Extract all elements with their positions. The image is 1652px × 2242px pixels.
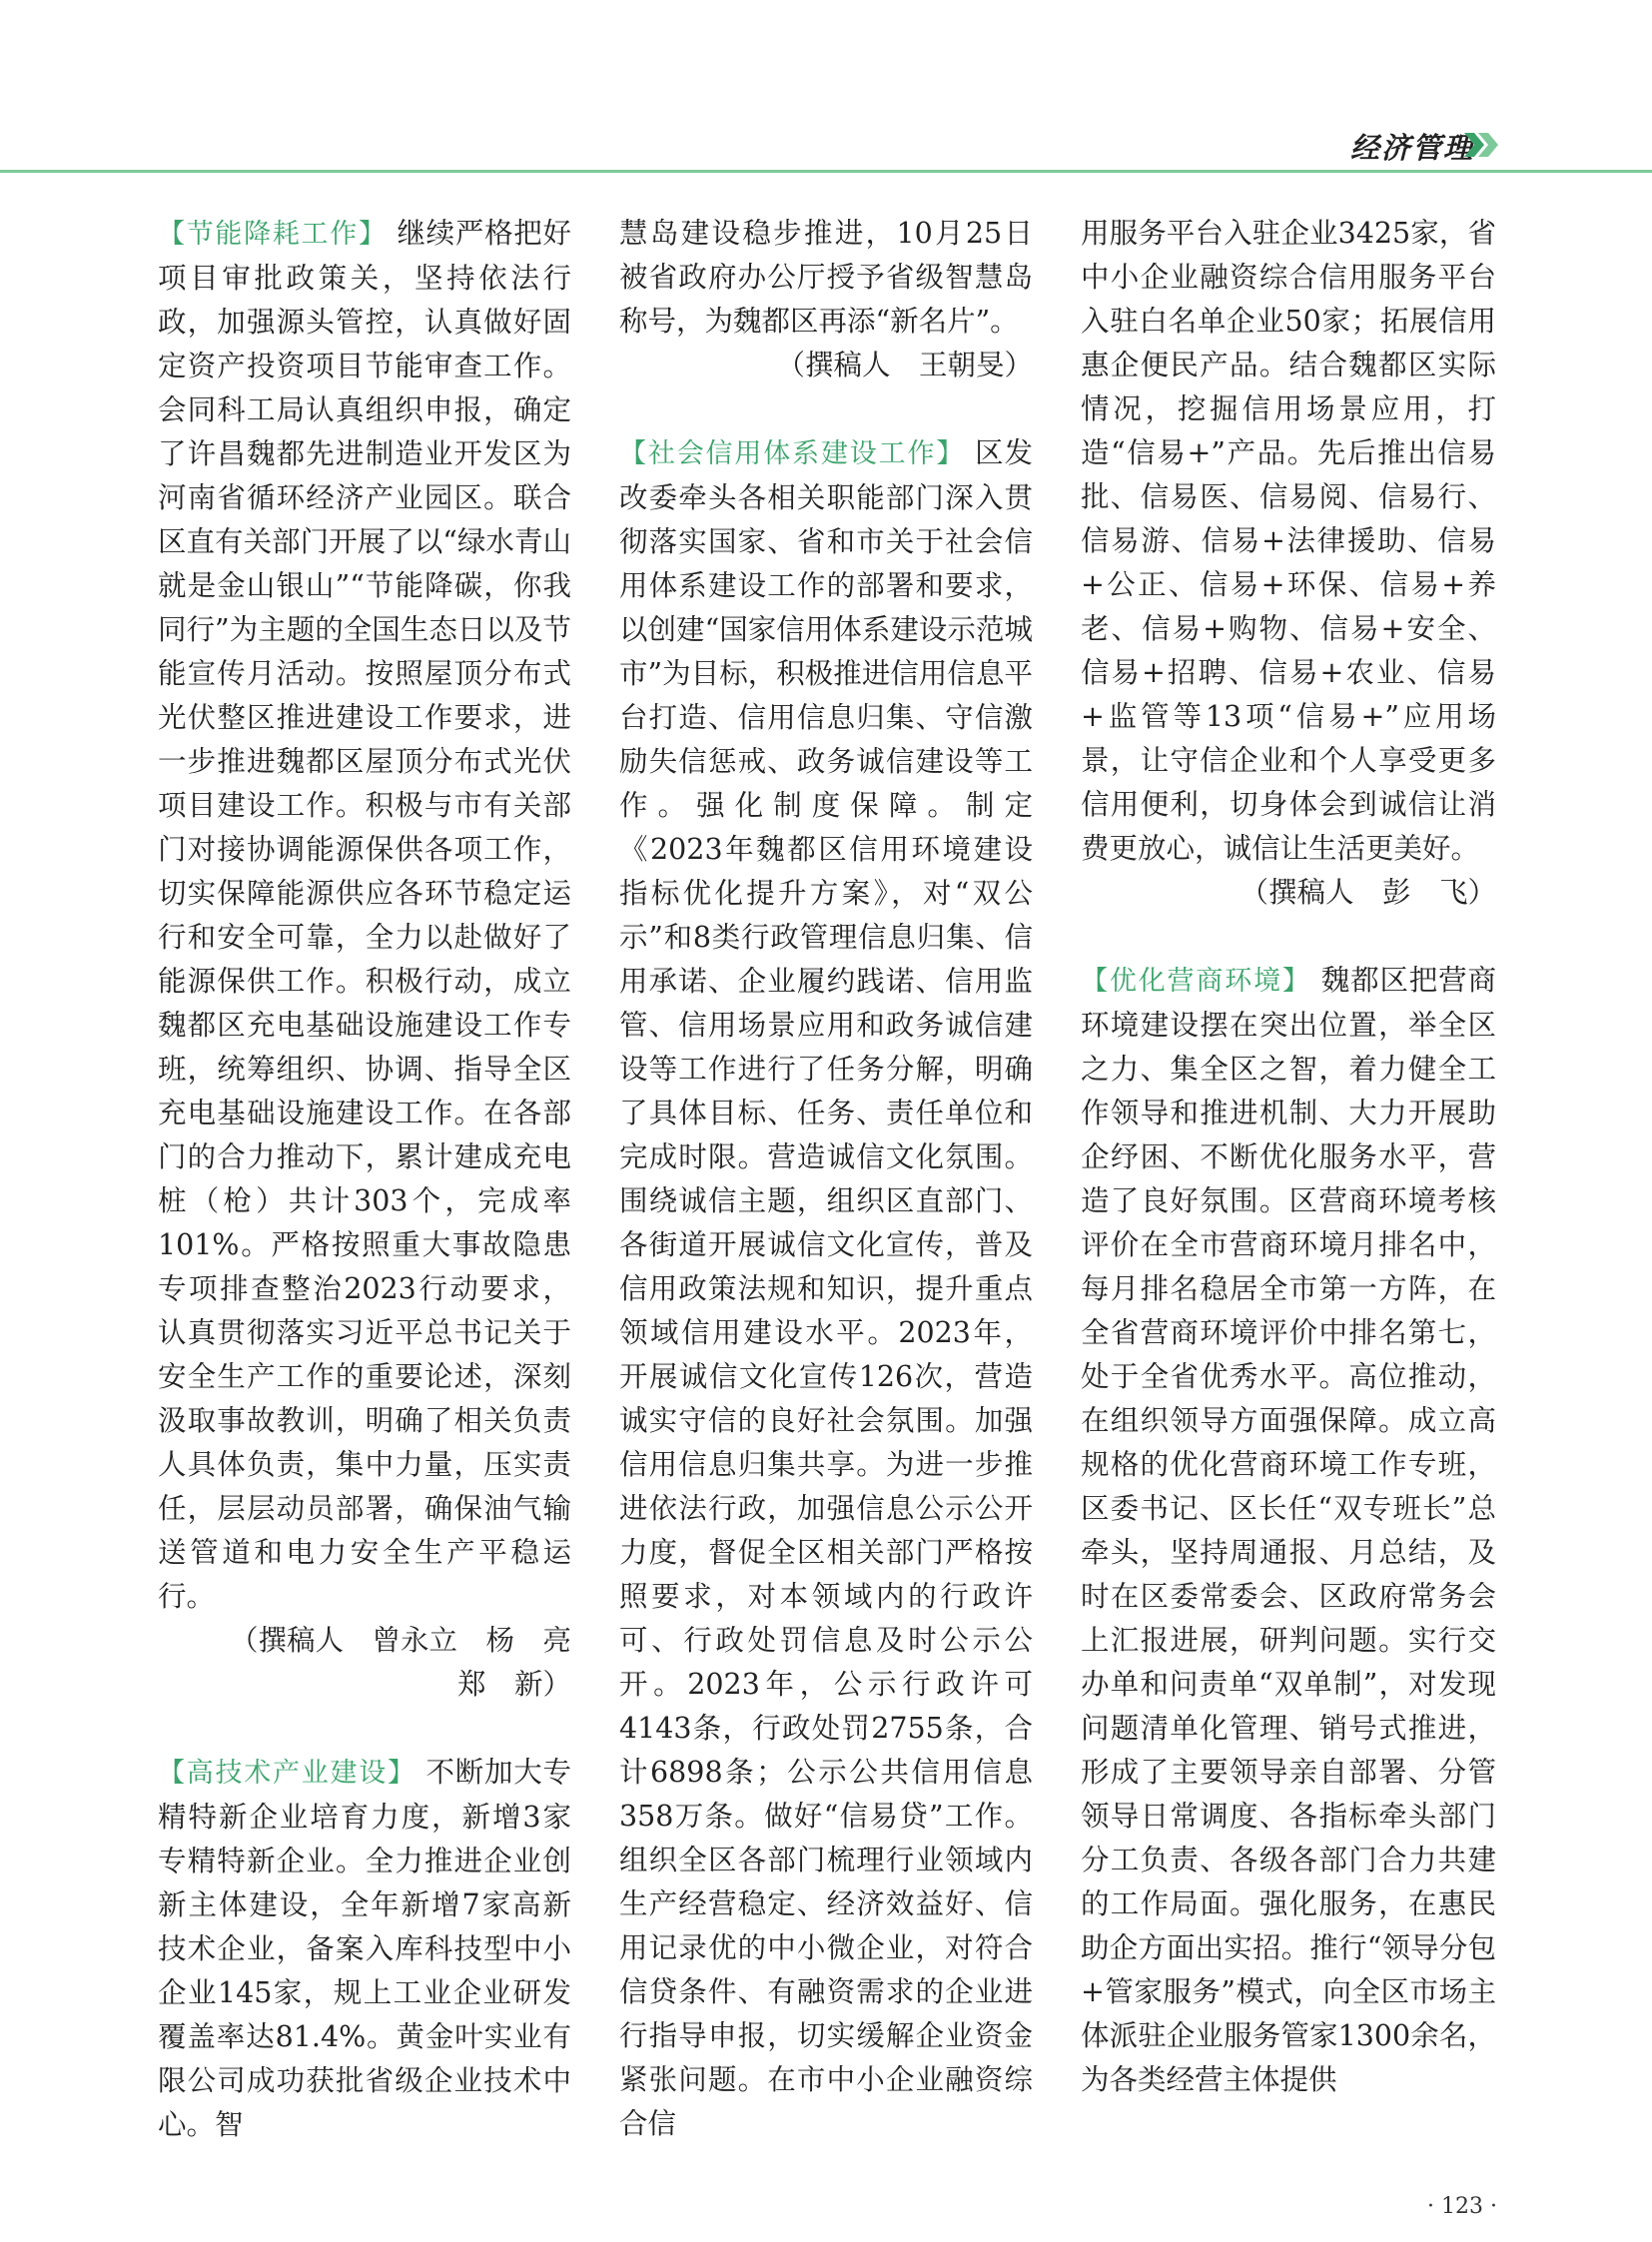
section-body-high-tech: 不断加大专精特新企业培育力度，新增3家专精特新企业。全力推进企业创新主体建设，全年新增7家高新技术企业，备案入库科技型中小企业145家，规上工业企业研发覆盖率达81.4%。黄金叶实业有限公司成功获批省级企业技术中心。智	[158, 1756, 571, 2141]
section-title-high-tech: 【高技术产业建设】	[158, 1758, 416, 1789]
double-chevron-icon	[1462, 131, 1502, 159]
section-header-title: 经济管理	[1349, 131, 1474, 165]
author-line: （撰稿人 王朝旻）	[776, 349, 1033, 381]
column-1	[158, 212, 571, 2147]
author-line: （撰稿人 彭 飞）	[1239, 876, 1496, 909]
section-body-energy-saving: 继续严格把好项目审批政策关，坚持依法行政，加强源头管控，认真做好固定资产投资项目节能审查工作。会同科工局认真组织申报，确定了许昌魏都先进制造业开发区为河南省循环经济产业园区。联合区直有关部门开展了以“绿水青山就是金山银山”“节能降碳，你我同行”为主题的全国生态日以及节能宣传月活动。按照屋顶分布式光伏整区推进建设工作要求，进一步推进魏都区屋顶分布式光伏项目建设工作。积极与市有关部门对接协调能源保供各项工作，切实保障能源供应各环节稳定运行和安全可靠，全力以赴做好了能源保供工作。积极行动，成立魏都区充电基础设施建设工作专班，统筹组织、协调、指导全区充电基础设施建设工作。在各部门的合力推动下，累计建成充电桩（枪）共计303个，完成率101%。严格按照重大事故隐患专项排查整治2023行动要求，认真贯彻落实习近平总书记关于安全生产工作的重要论述，深刻汲取事故教训，明确了相关负责人具体负责，集中力量，压实责任，层层动员部署，确保油气输送管道和电力安全生产平稳运行。	[158, 217, 571, 1613]
section-title-business-environment: 【优化营商环境】	[1081, 966, 1311, 997]
paragraph-credit-system	[619, 431, 1033, 2146]
paragraph-energy-saving	[158, 212, 571, 1619]
page-number: · 123 ·	[1427, 2194, 1497, 2219]
section-title-energy-saving: 【节能降耗工作】	[158, 219, 388, 250]
paragraph-continued: 用服务平台入驻企业3425家，省中小企业融资综合信用服务平台入驻白名单企业50家；拓展信用惠企便民产品。结合魏都区实际情况，挖掘信用场景应用，打造“信易+”产品。先后推出信易批、信易医、信易阅、信易行、信易游、信易+法律援助、信易+公正、信易+环保、信易+养老、信易+购物、信易+安全、信易+招聘、信易+农业、信易+监管等13项“信易+”应用场景，让守信企业和个人享受更多信用便利，切身体会到诚信让消费更放心，诚信让生活更美好。	[1081, 217, 1496, 865]
column-3	[1081, 212, 1496, 2102]
section-title-credit-system: 【社会信用体系建设工作】	[619, 438, 966, 469]
author-line: 郑 新）	[456, 1668, 571, 1701]
paragraph-high-tech	[158, 1751, 571, 2147]
section-body-business-environment: 魏都区把营商环境建设摆在突出位置，举全区之力、集全区之智，着力健全工作领导和推进机制、大力开展助企纾困、不断优化服务水平，营造了良好氛围。区营商环境考核评价在全市营商环境月排名中，每月排名稳居全市第一方阵，在全省营商环境评价中排名第七，处于全省优秀水平。高位推动，在组织领导方面强保障。成立高规格的优化营商环境工作专班，区委书记、区长任“双专班长”总牵头，坚持周通报、月总结，及时在区委常委会、区政府常务会上汇报进展，研判问题。实行交办单和问责单“双单制”，对发现问题清单化管理、销号式推进，形成了主要领导亲自部署、分管领导日常调度、各指标牵头部门分工负责、各级各部门合力共建的工作局面。强化服务，在惠民助企方面出实招。推行“领导分包+管家服务”模式，向全区市场主体派驻企业服务管家1300余名，为各类经营主体提供	[1081, 964, 1496, 2096]
paragraph-continued: 慧岛建设稳步推进，10月25日被省政府办公厅授予省级智慧岛称号，为魏都区再添“新名片”。	[619, 217, 1033, 338]
author-line: （撰稿人 曾永立 杨 亮	[229, 1624, 571, 1657]
header-rule	[0, 170, 1652, 173]
section-body-credit-system: 区发改委牵头各相关职能部门深入贯彻落实国家、省和市关于社会信用体系建设工作的部署和要求，以创建“国家信用体系建设示范城市”为目标，积极推进信用信息平台打造、信用信息归集、守信激励失信惩戒、政务诚信建设等工作。强化制度保障。制定《2023年魏都区信用环境建设指标优化提升方案》，对“双公示”和8类行政管理信息归集、信用承诺、企业履约践诺、信用监管、信用场景应用和政务诚信建设等工作进行了任务分解，明确了具体目标、任务、责任单位和完成时限。营造诚信文化氛围。围绕诚信主题，组织区直部门、各街道开展诚信文化宣传，普及信用政策法规和知识，提升重点领域信用建设水平。2023年，开展诚信文化宣传126次，营造诚实守信的良好社会氛围。加强信用信息归集共享。为进一步推进依法行政，加强信息公示公开力度，督促全区相关部门严格按照要求，对本领域内的行政许可、行政处罚信息及时公示公开。2023年，公示行政许可4143条，行政处罚2755条，合计6898条；公示公共信用信息358万条。做好“信易贷”工作。组织全区各部门梳理行业领域内生产经营稳定、经济效益好、信用记录优的中小微企业，对符合信贷条件、有融资需求的企业进行指导申报，切实缓解企业资金紧张问题。在市中小企业融资综合信	[619, 436, 1033, 2140]
column-2	[619, 212, 1033, 2146]
paragraph-business-environment	[1081, 959, 1496, 2102]
